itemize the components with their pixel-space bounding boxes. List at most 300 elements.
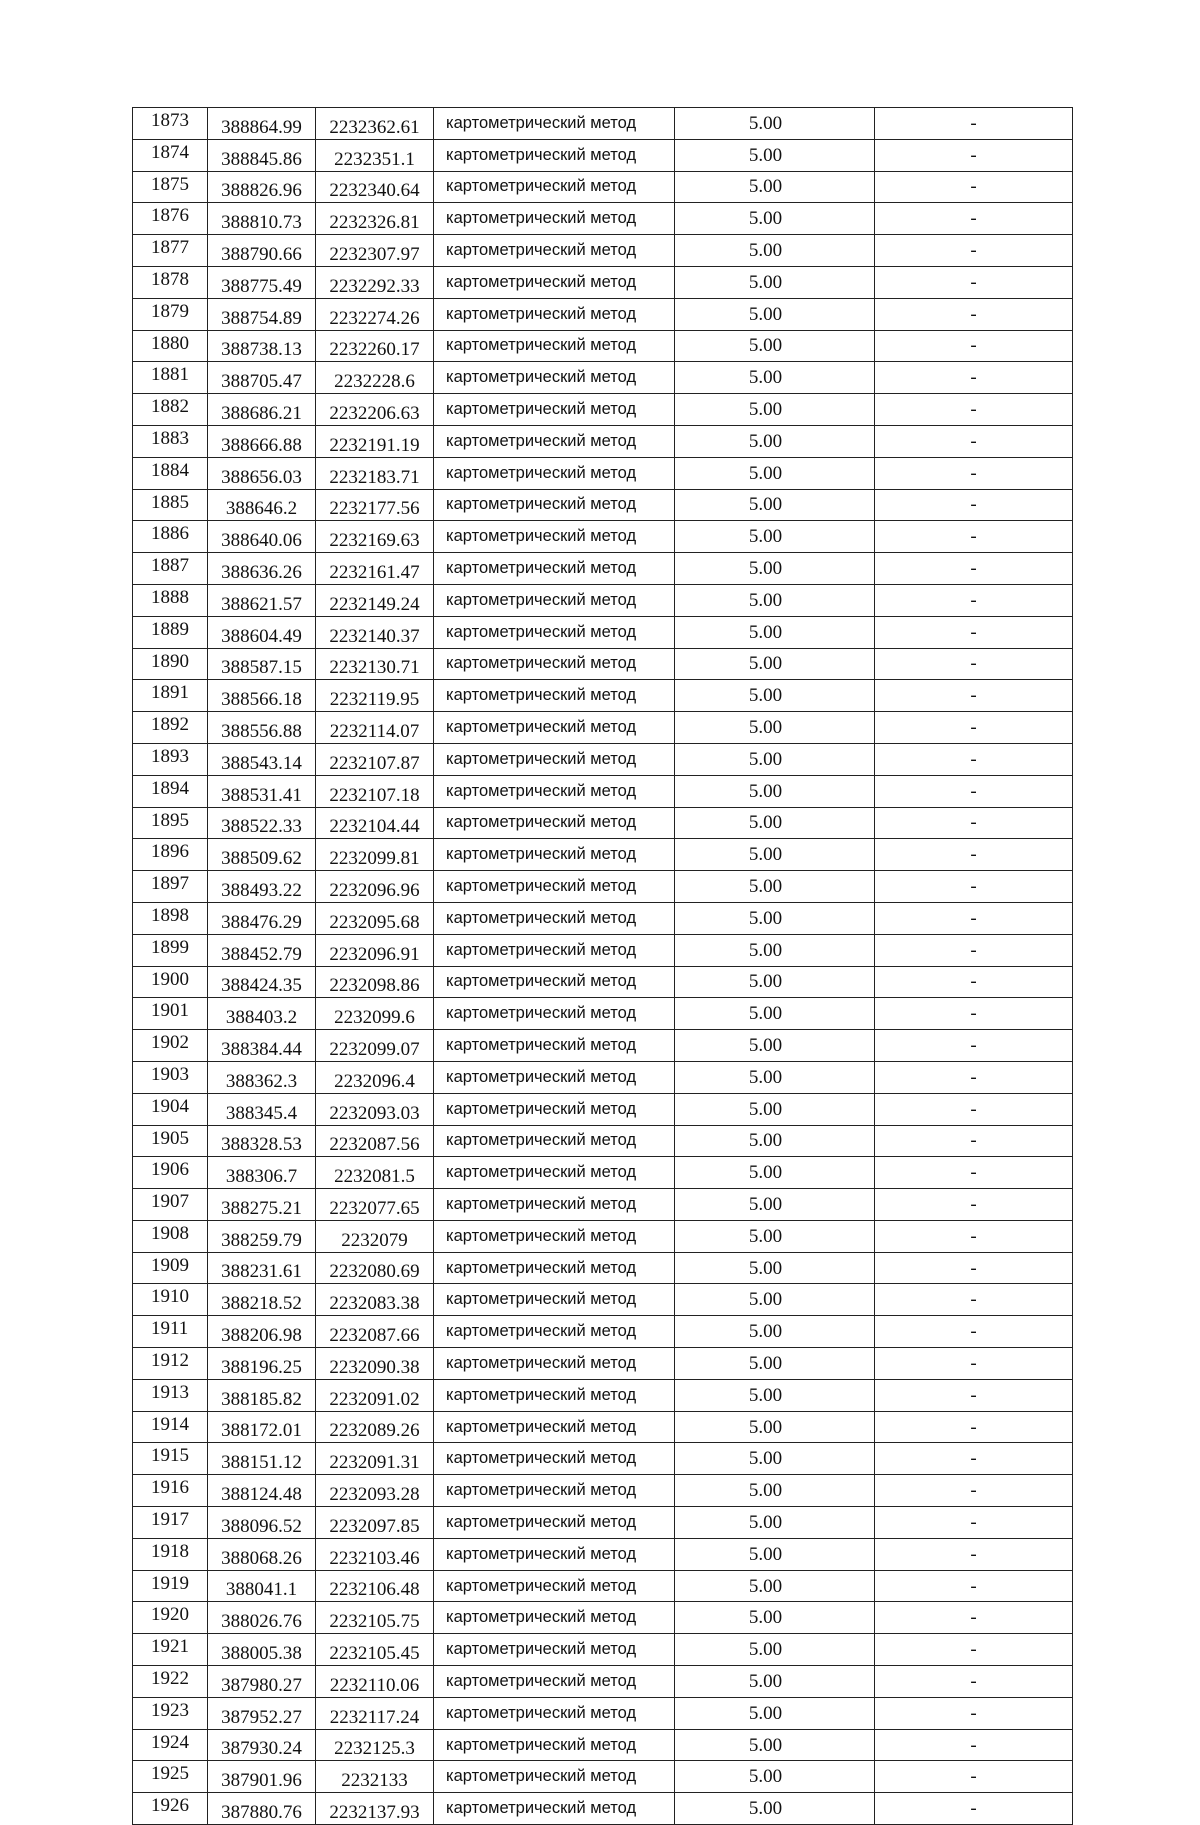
table-row — [133, 521, 1073, 553]
note-cell: - — [875, 1157, 1073, 1189]
x-coordinate-cell: 387980.27 — [208, 1666, 316, 1698]
x-coordinate-cell: 388124.48 — [208, 1475, 316, 1507]
method-cell: картометрический метод — [434, 1348, 675, 1380]
x-coordinate-cell: 388810.73 — [208, 203, 316, 235]
table-row — [133, 171, 1073, 203]
point-number-cell: 1926 — [133, 1793, 208, 1825]
y-coordinate-cell: 2232274.26 — [316, 298, 434, 330]
table-row — [133, 1634, 1073, 1666]
method-cell: картометрический метод — [434, 998, 675, 1030]
table-row — [133, 966, 1073, 998]
accuracy-cell: 5.00 — [675, 998, 875, 1030]
accuracy-cell: 5.00 — [675, 1697, 875, 1729]
method-cell: картометрический метод — [434, 1061, 675, 1093]
point-number-cell: 1883 — [133, 425, 208, 457]
method-cell: картометрический метод — [434, 1093, 675, 1125]
accuracy-cell: 5.00 — [675, 1602, 875, 1634]
y-coordinate-cell: 2232104.44 — [316, 807, 434, 839]
note-cell: - — [875, 839, 1073, 871]
note-cell: - — [875, 362, 1073, 394]
accuracy-cell: 5.00 — [675, 966, 875, 998]
point-number-cell: 1913 — [133, 1379, 208, 1411]
accuracy-cell: 5.00 — [675, 330, 875, 362]
method-cell: картометрический метод — [434, 1697, 675, 1729]
note-cell: - — [875, 394, 1073, 426]
table-row — [133, 1443, 1073, 1475]
point-number-cell: 1884 — [133, 457, 208, 489]
table-row — [133, 1030, 1073, 1062]
x-coordinate-cell: 388005.38 — [208, 1634, 316, 1666]
table-row — [133, 1252, 1073, 1284]
note-cell: - — [875, 1634, 1073, 1666]
accuracy-cell: 5.00 — [675, 1570, 875, 1602]
y-coordinate-cell: 2232362.61 — [316, 108, 434, 140]
x-coordinate-cell: 387930.24 — [208, 1729, 316, 1761]
table-row — [133, 648, 1073, 680]
note-cell: - — [875, 1570, 1073, 1602]
x-coordinate-cell: 388362.3 — [208, 1061, 316, 1093]
accuracy-cell: 5.00 — [675, 266, 875, 298]
accuracy-cell: 5.00 — [675, 1284, 875, 1316]
point-number-cell: 1901 — [133, 998, 208, 1030]
table-row — [133, 839, 1073, 871]
x-coordinate-cell: 388384.44 — [208, 1030, 316, 1062]
note-cell: - — [875, 1348, 1073, 1380]
accuracy-cell: 5.00 — [675, 616, 875, 648]
x-coordinate-cell: 388604.49 — [208, 616, 316, 648]
note-cell: - — [875, 1443, 1073, 1475]
accuracy-cell: 5.00 — [675, 1666, 875, 1698]
point-number-cell: 1909 — [133, 1252, 208, 1284]
x-coordinate-cell: 388543.14 — [208, 743, 316, 775]
y-coordinate-cell: 2232106.48 — [316, 1570, 434, 1602]
y-coordinate-cell: 2232260.17 — [316, 330, 434, 362]
point-number-cell: 1916 — [133, 1475, 208, 1507]
y-coordinate-cell: 2232093.03 — [316, 1093, 434, 1125]
y-coordinate-cell: 2232110.06 — [316, 1666, 434, 1698]
table-row — [133, 934, 1073, 966]
table-row — [133, 902, 1073, 934]
method-cell: картометрический метод — [434, 1379, 675, 1411]
note-cell: - — [875, 1093, 1073, 1125]
note-cell: - — [875, 1189, 1073, 1221]
method-cell: картометрический метод — [434, 584, 675, 616]
method-cell: картометрический метод — [434, 1443, 675, 1475]
accuracy-cell: 5.00 — [675, 394, 875, 426]
method-cell: картометрический метод — [434, 235, 675, 267]
x-coordinate-cell: 388068.26 — [208, 1538, 316, 1570]
accuracy-cell: 5.00 — [675, 1411, 875, 1443]
note-cell: - — [875, 457, 1073, 489]
accuracy-cell: 5.00 — [675, 298, 875, 330]
point-number-cell: 1878 — [133, 266, 208, 298]
y-coordinate-cell: 2232091.31 — [316, 1443, 434, 1475]
table-row — [133, 1061, 1073, 1093]
table-row — [133, 553, 1073, 585]
table-row — [133, 807, 1073, 839]
point-number-cell: 1917 — [133, 1507, 208, 1539]
point-number-cell: 1923 — [133, 1697, 208, 1729]
y-coordinate-cell: 2232103.46 — [316, 1538, 434, 1570]
x-coordinate-cell: 388206.98 — [208, 1316, 316, 1348]
point-number-cell: 1895 — [133, 807, 208, 839]
accuracy-cell: 5.00 — [675, 425, 875, 457]
table-row — [133, 139, 1073, 171]
method-cell: картометрический метод — [434, 680, 675, 712]
table-row — [133, 1507, 1073, 1539]
note-cell: - — [875, 553, 1073, 585]
y-coordinate-cell: 2232292.33 — [316, 266, 434, 298]
accuracy-cell: 5.00 — [675, 1793, 875, 1825]
y-coordinate-cell: 2232191.19 — [316, 425, 434, 457]
table-row — [133, 330, 1073, 362]
accuracy-cell: 5.00 — [675, 1443, 875, 1475]
table-row — [133, 712, 1073, 744]
x-coordinate-cell: 388775.49 — [208, 266, 316, 298]
method-cell: картометрический метод — [434, 457, 675, 489]
method-cell: картометрический метод — [434, 1570, 675, 1602]
accuracy-cell: 5.00 — [675, 871, 875, 903]
note-cell: - — [875, 871, 1073, 903]
x-coordinate-cell: 388218.52 — [208, 1284, 316, 1316]
note-cell: - — [875, 1538, 1073, 1570]
table-row — [133, 1125, 1073, 1157]
x-coordinate-cell: 387901.96 — [208, 1761, 316, 1793]
method-cell: картометрический метод — [434, 330, 675, 362]
y-coordinate-cell: 2232087.66 — [316, 1316, 434, 1348]
point-number-cell: 1874 — [133, 139, 208, 171]
note-cell: - — [875, 584, 1073, 616]
point-number-cell: 1906 — [133, 1157, 208, 1189]
point-number-cell: 1894 — [133, 775, 208, 807]
accuracy-cell: 5.00 — [675, 1507, 875, 1539]
table-row — [133, 743, 1073, 775]
accuracy-cell: 5.00 — [675, 489, 875, 521]
table-row — [133, 1666, 1073, 1698]
note-cell: - — [875, 1697, 1073, 1729]
table-row — [133, 871, 1073, 903]
point-number-cell: 1911 — [133, 1316, 208, 1348]
accuracy-cell: 5.00 — [675, 584, 875, 616]
method-cell: картометрический метод — [434, 934, 675, 966]
point-number-cell: 1914 — [133, 1411, 208, 1443]
note-cell: - — [875, 1761, 1073, 1793]
y-coordinate-cell: 2232117.24 — [316, 1697, 434, 1729]
note-cell: - — [875, 1220, 1073, 1252]
x-coordinate-cell: 388151.12 — [208, 1443, 316, 1475]
table-row — [133, 1157, 1073, 1189]
accuracy-cell: 5.00 — [675, 457, 875, 489]
point-number-cell: 1912 — [133, 1348, 208, 1380]
table-row — [133, 1570, 1073, 1602]
note-cell: - — [875, 680, 1073, 712]
accuracy-cell: 5.00 — [675, 1157, 875, 1189]
point-number-cell: 1910 — [133, 1284, 208, 1316]
x-coordinate-cell: 388275.21 — [208, 1189, 316, 1221]
y-coordinate-cell: 2232105.45 — [316, 1634, 434, 1666]
method-cell: картометрический метод — [434, 616, 675, 648]
y-coordinate-cell: 2232340.64 — [316, 171, 434, 203]
x-coordinate-cell: 388041.1 — [208, 1570, 316, 1602]
note-cell: - — [875, 1125, 1073, 1157]
note-cell: - — [875, 807, 1073, 839]
accuracy-cell: 5.00 — [675, 108, 875, 140]
x-coordinate-cell: 388845.86 — [208, 139, 316, 171]
method-cell: картометрический метод — [434, 1411, 675, 1443]
method-cell: картометрический метод — [434, 1793, 675, 1825]
table-row — [133, 680, 1073, 712]
table-row — [133, 235, 1073, 267]
point-number-cell: 1880 — [133, 330, 208, 362]
point-number-cell: 1903 — [133, 1061, 208, 1093]
x-coordinate-cell: 388656.03 — [208, 457, 316, 489]
x-coordinate-cell: 388790.66 — [208, 235, 316, 267]
accuracy-cell: 5.00 — [675, 1220, 875, 1252]
point-number-cell: 1920 — [133, 1602, 208, 1634]
method-cell: картометрический метод — [434, 1729, 675, 1761]
x-coordinate-cell: 388738.13 — [208, 330, 316, 362]
note-cell: - — [875, 1666, 1073, 1698]
point-number-cell: 1891 — [133, 680, 208, 712]
table-row — [133, 489, 1073, 521]
point-number-cell: 1875 — [133, 171, 208, 203]
note-cell: - — [875, 1061, 1073, 1093]
table-row — [133, 1093, 1073, 1125]
accuracy-cell: 5.00 — [675, 203, 875, 235]
point-number-cell: 1899 — [133, 934, 208, 966]
point-number-cell: 1918 — [133, 1538, 208, 1570]
y-coordinate-cell: 2232119.95 — [316, 680, 434, 712]
method-cell: картометрический метод — [434, 1666, 675, 1698]
table-row — [133, 394, 1073, 426]
accuracy-cell: 5.00 — [675, 680, 875, 712]
accuracy-cell: 5.00 — [675, 1729, 875, 1761]
table-row — [133, 1284, 1073, 1316]
point-number-cell: 1890 — [133, 648, 208, 680]
point-number-cell: 1885 — [133, 489, 208, 521]
point-number-cell: 1904 — [133, 1093, 208, 1125]
x-coordinate-cell: 387880.76 — [208, 1793, 316, 1825]
y-coordinate-cell: 2232099.6 — [316, 998, 434, 1030]
y-coordinate-cell: 2232096.91 — [316, 934, 434, 966]
x-coordinate-cell: 388754.89 — [208, 298, 316, 330]
x-coordinate-cell: 388556.88 — [208, 712, 316, 744]
accuracy-cell: 5.00 — [675, 521, 875, 553]
x-coordinate-cell: 388259.79 — [208, 1220, 316, 1252]
table-row — [133, 298, 1073, 330]
note-cell: - — [875, 1507, 1073, 1539]
y-coordinate-cell: 2232105.75 — [316, 1602, 434, 1634]
method-cell: картометрический метод — [434, 1475, 675, 1507]
method-cell: картометрический метод — [434, 1602, 675, 1634]
y-coordinate-cell: 2232090.38 — [316, 1348, 434, 1380]
table-row — [133, 584, 1073, 616]
accuracy-cell: 5.00 — [675, 743, 875, 775]
point-number-cell: 1886 — [133, 521, 208, 553]
method-cell: картометрический метод — [434, 1316, 675, 1348]
method-cell: картометрический метод — [434, 425, 675, 457]
y-coordinate-cell: 2232093.28 — [316, 1475, 434, 1507]
x-coordinate-cell: 388531.41 — [208, 775, 316, 807]
accuracy-cell: 5.00 — [675, 1252, 875, 1284]
point-number-cell: 1924 — [133, 1729, 208, 1761]
method-cell: картометрический метод — [434, 1157, 675, 1189]
note-cell: - — [875, 139, 1073, 171]
point-number-cell: 1919 — [133, 1570, 208, 1602]
table-row — [133, 616, 1073, 648]
y-coordinate-cell: 2232307.97 — [316, 235, 434, 267]
x-coordinate-cell: 388185.82 — [208, 1379, 316, 1411]
note-cell: - — [875, 1602, 1073, 1634]
point-number-cell: 1915 — [133, 1443, 208, 1475]
table-row — [133, 1793, 1073, 1825]
accuracy-cell: 5.00 — [675, 139, 875, 171]
note-cell: - — [875, 108, 1073, 140]
y-coordinate-cell: 2232079 — [316, 1220, 434, 1252]
y-coordinate-cell: 2232169.63 — [316, 521, 434, 553]
x-coordinate-cell: 388452.79 — [208, 934, 316, 966]
table-row — [133, 1411, 1073, 1443]
y-coordinate-cell: 2232114.07 — [316, 712, 434, 744]
point-number-cell: 1881 — [133, 362, 208, 394]
note-cell: - — [875, 266, 1073, 298]
method-cell: картометрический метод — [434, 171, 675, 203]
y-coordinate-cell: 2232351.1 — [316, 139, 434, 171]
note-cell: - — [875, 203, 1073, 235]
note-cell: - — [875, 902, 1073, 934]
y-coordinate-cell: 2232098.86 — [316, 966, 434, 998]
method-cell: картометрический метод — [434, 1761, 675, 1793]
note-cell: - — [875, 235, 1073, 267]
point-number-cell: 1893 — [133, 743, 208, 775]
accuracy-cell: 5.00 — [675, 1348, 875, 1380]
point-number-cell: 1922 — [133, 1666, 208, 1698]
method-cell: картометрический метод — [434, 521, 675, 553]
y-coordinate-cell: 2232161.47 — [316, 553, 434, 585]
x-coordinate-cell: 388705.47 — [208, 362, 316, 394]
accuracy-cell: 5.00 — [675, 1475, 875, 1507]
accuracy-cell: 5.00 — [675, 1061, 875, 1093]
table-row — [133, 1729, 1073, 1761]
point-number-cell: 1892 — [133, 712, 208, 744]
x-coordinate-cell: 388864.99 — [208, 108, 316, 140]
x-coordinate-cell: 388231.61 — [208, 1252, 316, 1284]
y-coordinate-cell: 2232228.6 — [316, 362, 434, 394]
method-cell: картометрический метод — [434, 1189, 675, 1221]
table-row — [133, 998, 1073, 1030]
point-number-cell: 1902 — [133, 1030, 208, 1062]
table-row — [133, 1189, 1073, 1221]
table-row — [133, 1348, 1073, 1380]
note-cell: - — [875, 712, 1073, 744]
accuracy-cell: 5.00 — [675, 934, 875, 966]
table-row — [133, 1761, 1073, 1793]
table-row — [133, 203, 1073, 235]
note-cell: - — [875, 1793, 1073, 1825]
note-cell: - — [875, 1475, 1073, 1507]
x-coordinate-cell: 388826.96 — [208, 171, 316, 203]
x-coordinate-cell: 388509.62 — [208, 839, 316, 871]
method-cell: картометрический метод — [434, 712, 675, 744]
point-number-cell: 1896 — [133, 839, 208, 871]
point-number-cell: 1882 — [133, 394, 208, 426]
x-coordinate-cell: 388476.29 — [208, 902, 316, 934]
point-number-cell: 1921 — [133, 1634, 208, 1666]
note-cell: - — [875, 934, 1073, 966]
point-number-cell: 1873 — [133, 108, 208, 140]
y-coordinate-cell: 2232133 — [316, 1761, 434, 1793]
method-cell: картометрический метод — [434, 648, 675, 680]
point-number-cell: 1908 — [133, 1220, 208, 1252]
method-cell: картометрический метод — [434, 362, 675, 394]
table-row — [133, 457, 1073, 489]
note-cell: - — [875, 998, 1073, 1030]
method-cell: картометрический метод — [434, 1507, 675, 1539]
coordinates-table — [132, 107, 1073, 1825]
point-number-cell: 1879 — [133, 298, 208, 330]
note-cell: - — [875, 775, 1073, 807]
y-coordinate-cell: 2232140.37 — [316, 616, 434, 648]
note-cell: - — [875, 425, 1073, 457]
note-cell: - — [875, 298, 1073, 330]
accuracy-cell: 5.00 — [675, 362, 875, 394]
table-row — [133, 1220, 1073, 1252]
method-cell: картометрический метод — [434, 298, 675, 330]
y-coordinate-cell: 2232080.69 — [316, 1252, 434, 1284]
accuracy-cell: 5.00 — [675, 1538, 875, 1570]
note-cell: - — [875, 1284, 1073, 1316]
point-number-cell: 1877 — [133, 235, 208, 267]
x-coordinate-cell: 388566.18 — [208, 680, 316, 712]
x-coordinate-cell: 388172.01 — [208, 1411, 316, 1443]
table-row — [133, 1379, 1073, 1411]
y-coordinate-cell: 2232095.68 — [316, 902, 434, 934]
method-cell: картометрический метод — [434, 139, 675, 171]
method-cell: картометрический метод — [434, 1538, 675, 1570]
method-cell: картометрический метод — [434, 394, 675, 426]
point-number-cell: 1900 — [133, 966, 208, 998]
method-cell: картометрический метод — [434, 553, 675, 585]
x-coordinate-cell: 388640.06 — [208, 521, 316, 553]
coordinates-table-body — [133, 108, 1073, 1825]
table-row — [133, 1475, 1073, 1507]
table-row — [133, 425, 1073, 457]
y-coordinate-cell: 2232096.4 — [316, 1061, 434, 1093]
y-coordinate-cell: 2232099.81 — [316, 839, 434, 871]
y-coordinate-cell: 2232130.71 — [316, 648, 434, 680]
point-number-cell: 1905 — [133, 1125, 208, 1157]
note-cell: - — [875, 489, 1073, 521]
accuracy-cell: 5.00 — [675, 1189, 875, 1221]
x-coordinate-cell: 388522.33 — [208, 807, 316, 839]
point-number-cell: 1887 — [133, 553, 208, 585]
accuracy-cell: 5.00 — [675, 171, 875, 203]
note-cell: - — [875, 1316, 1073, 1348]
note-cell: - — [875, 1729, 1073, 1761]
accuracy-cell: 5.00 — [675, 775, 875, 807]
x-coordinate-cell: 388666.88 — [208, 425, 316, 457]
x-coordinate-cell: 388646.2 — [208, 489, 316, 521]
note-cell: - — [875, 616, 1073, 648]
y-coordinate-cell: 2232083.38 — [316, 1284, 434, 1316]
x-coordinate-cell: 388328.53 — [208, 1125, 316, 1157]
x-coordinate-cell: 387952.27 — [208, 1697, 316, 1729]
y-coordinate-cell: 2232125.3 — [316, 1729, 434, 1761]
method-cell: картометрический метод — [434, 1125, 675, 1157]
x-coordinate-cell: 388621.57 — [208, 584, 316, 616]
point-number-cell: 1876 — [133, 203, 208, 235]
x-coordinate-cell: 388636.26 — [208, 553, 316, 585]
